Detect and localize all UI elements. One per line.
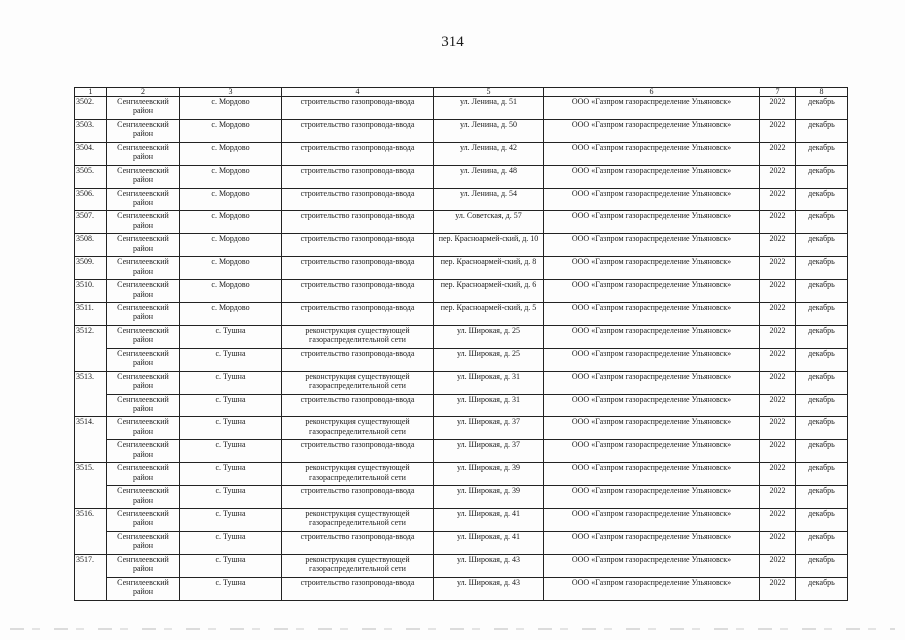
cell-locality: с. Тушна (180, 440, 282, 463)
table-row (75, 303, 848, 326)
cell-year: 2022 (760, 303, 796, 326)
cell-month: декабрь (796, 531, 848, 554)
table-row (75, 188, 848, 211)
table-row (75, 577, 848, 600)
cell-locality: с. Тушна (180, 371, 282, 394)
cell-work-type: строительство газопровода-ввода (282, 348, 434, 371)
cell-work-type: строительство газопровода-ввода (282, 211, 434, 234)
cell-month: декабрь (796, 142, 848, 165)
cell-address: ул. Широкая, д. 31 (434, 371, 544, 394)
cell-district: Сенгилеевский район (107, 97, 180, 120)
cell-year: 2022 (760, 211, 796, 234)
table-row (75, 165, 848, 188)
cell-month: декабрь (796, 554, 848, 577)
cell-district: Сенгилеевский район (107, 142, 180, 165)
cell-organization: ООО «Газпром газораспределение Ульяновск» (544, 463, 760, 486)
cell-number: 3503. (75, 119, 107, 142)
table-row (75, 97, 848, 120)
cell-work-type: реконструкция существующей газораспределительной сети (282, 554, 434, 577)
cell-work-type: строительство газопровода-ввода (282, 97, 434, 120)
cell-work-type: строительство газопровода-ввода (282, 188, 434, 211)
cell-work-type: строительство газопровода-ввода (282, 165, 434, 188)
cell-locality: с. Тушна (180, 486, 282, 509)
cell-number: 3517. (75, 554, 107, 600)
cell-organization: ООО «Газпром газораспределение Ульяновск» (544, 142, 760, 165)
cell-work-type: реконструкция существующей газораспределительной сети (282, 325, 434, 348)
cell-locality: с. Мордово (180, 257, 282, 280)
cell-organization: ООО «Газпром газораспределение Ульяновск» (544, 211, 760, 234)
table-body (75, 97, 848, 601)
cell-number: 3513. (75, 371, 107, 417)
cell-month: декабрь (796, 577, 848, 600)
cell-organization: ООО «Газпром газораспределение Ульяновск» (544, 417, 760, 440)
header-col-5: 5 (434, 88, 544, 97)
cell-locality: с. Тушна (180, 463, 282, 486)
cell-number: 3512. (75, 325, 107, 371)
cell-organization: ООО «Газпром газораспределение Ульяновск» (544, 325, 760, 348)
cell-year: 2022 (760, 463, 796, 486)
cell-address: пер. Красноармей-ский, д. 10 (434, 234, 544, 257)
header-col-4: 4 (282, 88, 434, 97)
cell-address: ул. Ленина, д. 42 (434, 142, 544, 165)
cell-work-type: строительство газопровода-ввода (282, 531, 434, 554)
table-row (75, 325, 848, 348)
cell-district: Сенгилеевский район (107, 303, 180, 326)
cell-year: 2022 (760, 371, 796, 394)
cell-district: Сенгилеевский район (107, 440, 180, 463)
cell-address: пер. Красноармей-ский, д. 5 (434, 303, 544, 326)
table-row (75, 531, 848, 554)
cell-locality: с. Мордово (180, 142, 282, 165)
table-row (75, 440, 848, 463)
cell-year: 2022 (760, 394, 796, 417)
scan-artifact-line (10, 628, 895, 630)
cell-district: Сенгилеевский район (107, 486, 180, 509)
cell-address: ул. Широкая, д. 37 (434, 440, 544, 463)
cell-number: 3509. (75, 257, 107, 280)
cell-year: 2022 (760, 280, 796, 303)
table-row (75, 234, 848, 257)
cell-month: декабрь (796, 188, 848, 211)
cell-district: Сенгилеевский район (107, 463, 180, 486)
cell-year: 2022 (760, 119, 796, 142)
cell-district: Сенгилеевский район (107, 394, 180, 417)
table-row (75, 463, 848, 486)
cell-locality: с. Тушна (180, 554, 282, 577)
cell-month: декабрь (796, 348, 848, 371)
cell-month: декабрь (796, 325, 848, 348)
cell-month: декабрь (796, 119, 848, 142)
cell-month: декабрь (796, 463, 848, 486)
cell-address: ул. Ленина, д. 48 (434, 165, 544, 188)
cell-district: Сенгилеевский район (107, 577, 180, 600)
cell-month: декабрь (796, 165, 848, 188)
cell-year: 2022 (760, 486, 796, 509)
cell-district: Сенгилеевский район (107, 211, 180, 234)
cell-organization: ООО «Газпром газораспределение Ульяновск» (544, 531, 760, 554)
cell-work-type: строительство газопровода-ввода (282, 257, 434, 280)
cell-organization: ООО «Газпром газораспределение Ульяновск» (544, 303, 760, 326)
cell-number: 3506. (75, 188, 107, 211)
cell-locality: с. Мордово (180, 211, 282, 234)
table-row (75, 142, 848, 165)
cell-locality: с. Мордово (180, 303, 282, 326)
cell-address: ул. Широкая, д. 43 (434, 554, 544, 577)
cell-work-type: реконструкция существующей газораспределительной сети (282, 417, 434, 440)
header-col-3: 3 (180, 88, 282, 97)
cell-number: 3505. (75, 165, 107, 188)
table-row (75, 486, 848, 509)
cell-year: 2022 (760, 257, 796, 280)
cell-year: 2022 (760, 554, 796, 577)
cell-address: ул. Широкая, д. 31 (434, 394, 544, 417)
cell-locality: с. Тушна (180, 577, 282, 600)
cell-number: 3508. (75, 234, 107, 257)
cell-address: ул. Советская, д. 57 (434, 211, 544, 234)
cell-district: Сенгилеевский район (107, 234, 180, 257)
cell-district: Сенгилеевский район (107, 554, 180, 577)
cell-address: ул. Широкая, д. 37 (434, 417, 544, 440)
cell-organization: ООО «Газпром газораспределение Ульяновск» (544, 394, 760, 417)
cell-address: ул. Широкая, д. 39 (434, 463, 544, 486)
cell-organization: ООО «Газпром газораспределение Ульяновск» (544, 188, 760, 211)
cell-district: Сенгилеевский район (107, 371, 180, 394)
cell-year: 2022 (760, 325, 796, 348)
cell-organization: ООО «Газпром газораспределение Ульяновск» (544, 554, 760, 577)
cell-month: декабрь (796, 509, 848, 532)
cell-year: 2022 (760, 577, 796, 600)
cell-district: Сенгилеевский район (107, 325, 180, 348)
cell-number: 3504. (75, 142, 107, 165)
cell-organization: ООО «Газпром газораспределение Ульяновск» (544, 486, 760, 509)
table-row (75, 348, 848, 371)
cell-year: 2022 (760, 97, 796, 120)
cell-month: декабрь (796, 211, 848, 234)
cell-work-type: строительство газопровода-ввода (282, 394, 434, 417)
cell-number: 3515. (75, 463, 107, 509)
cell-organization: ООО «Газпром газораспределение Ульяновск» (544, 577, 760, 600)
cell-district: Сенгилеевский район (107, 417, 180, 440)
table-row (75, 509, 848, 532)
cell-locality: с. Тушна (180, 531, 282, 554)
cell-district: Сенгилеевский район (107, 165, 180, 188)
cell-address: пер. Красноармей-ский, д. 8 (434, 257, 544, 280)
cell-organization: ООО «Газпром газораспределение Ульяновск» (544, 234, 760, 257)
cell-organization: ООО «Газпром газораспределение Ульяновск» (544, 371, 760, 394)
cell-year: 2022 (760, 165, 796, 188)
cell-work-type: реконструкция существующей газораспределительной сети (282, 509, 434, 532)
cell-work-type: строительство газопровода-ввода (282, 119, 434, 142)
cell-district: Сенгилеевский район (107, 188, 180, 211)
table-row (75, 394, 848, 417)
table-row (75, 119, 848, 142)
cell-address: ул. Широкая, д. 41 (434, 509, 544, 532)
cell-locality: с. Тушна (180, 509, 282, 532)
header-col-2: 2 (107, 88, 180, 97)
cell-locality: с. Тушна (180, 394, 282, 417)
cell-locality: с. Тушна (180, 325, 282, 348)
cell-locality: с. Тушна (180, 417, 282, 440)
cell-work-type: строительство газопровода-ввода (282, 303, 434, 326)
cell-year: 2022 (760, 531, 796, 554)
cell-address: ул. Широкая, д. 41 (434, 531, 544, 554)
cell-address: ул. Широкая, д. 43 (434, 577, 544, 600)
cell-work-type: строительство газопровода-ввода (282, 280, 434, 303)
table-row (75, 554, 848, 577)
cell-organization: ООО «Газпром газораспределение Ульяновск» (544, 509, 760, 532)
header-col-8: 8 (796, 88, 848, 97)
cell-month: декабрь (796, 280, 848, 303)
header-row (75, 88, 848, 97)
cell-month: декабрь (796, 394, 848, 417)
cell-number: 3510. (75, 280, 107, 303)
table-row (75, 257, 848, 280)
cell-address: ул. Ленина, д. 51 (434, 97, 544, 120)
cell-work-type: строительство газопровода-ввода (282, 234, 434, 257)
cell-year: 2022 (760, 440, 796, 463)
cell-organization: ООО «Газпром газораспределение Ульяновск» (544, 97, 760, 120)
table-row (75, 211, 848, 234)
cell-locality: с. Мордово (180, 234, 282, 257)
header-col-1: 1 (75, 88, 107, 97)
cell-organization: ООО «Газпром газораспределение Ульяновск» (544, 280, 760, 303)
cell-locality: с. Мордово (180, 97, 282, 120)
cell-address: ул. Ленина, д. 54 (434, 188, 544, 211)
table-row (75, 371, 848, 394)
cell-locality: с. Мордово (180, 119, 282, 142)
cell-year: 2022 (760, 509, 796, 532)
cell-work-type: реконструкция существующей газораспределительной сети (282, 371, 434, 394)
cell-locality: с. Мордово (180, 165, 282, 188)
table-row (75, 280, 848, 303)
cell-address: ул. Ленина, д. 50 (434, 119, 544, 142)
cell-month: декабрь (796, 97, 848, 120)
cell-number: 3502. (75, 97, 107, 120)
table-header (75, 88, 848, 97)
cell-number: 3507. (75, 211, 107, 234)
cell-organization: ООО «Газпром газораспределение Ульяновск» (544, 165, 760, 188)
page-number: 314 (441, 34, 464, 50)
cell-work-type: строительство газопровода-ввода (282, 577, 434, 600)
cell-district: Сенгилеевский район (107, 509, 180, 532)
cell-district: Сенгилеевский район (107, 531, 180, 554)
cell-address: ул. Широкая, д. 39 (434, 486, 544, 509)
cell-number: 3516. (75, 509, 107, 555)
cell-month: декабрь (796, 371, 848, 394)
header-col-6: 6 (544, 88, 760, 97)
cell-month: декабрь (796, 234, 848, 257)
cell-number: 3511. (75, 303, 107, 326)
cell-district: Сенгилеевский район (107, 119, 180, 142)
cell-address: ул. Широкая, д. 25 (434, 348, 544, 371)
cell-organization: ООО «Газпром газораспределение Ульяновск» (544, 440, 760, 463)
cell-district: Сенгилеевский район (107, 348, 180, 371)
cell-month: декабрь (796, 257, 848, 280)
gasification-table (74, 87, 848, 601)
cell-locality: с. Мордово (180, 280, 282, 303)
cell-year: 2022 (760, 417, 796, 440)
cell-year: 2022 (760, 234, 796, 257)
header-col-7: 7 (760, 88, 796, 97)
cell-address: пер. Красноармей-ский, д. 6 (434, 280, 544, 303)
cell-month: декабрь (796, 417, 848, 440)
cell-work-type: строительство газопровода-ввода (282, 440, 434, 463)
cell-organization: ООО «Газпром газораспределение Ульяновск» (544, 257, 760, 280)
cell-organization: ООО «Газпром газораспределение Ульяновск» (544, 119, 760, 142)
cell-work-type: реконструкция существующей газораспределительной сети (282, 463, 434, 486)
cell-locality: с. Мордово (180, 188, 282, 211)
cell-district: Сенгилеевский район (107, 280, 180, 303)
cell-month: декабрь (796, 440, 848, 463)
cell-work-type: строительство газопровода-ввода (282, 486, 434, 509)
table-row (75, 417, 848, 440)
cell-month: декабрь (796, 486, 848, 509)
cell-year: 2022 (760, 348, 796, 371)
cell-address: ул. Широкая, д. 25 (434, 325, 544, 348)
cell-locality: с. Тушна (180, 348, 282, 371)
cell-work-type: строительство газопровода-ввода (282, 142, 434, 165)
cell-district: Сенгилеевский район (107, 257, 180, 280)
cell-year: 2022 (760, 142, 796, 165)
cell-year: 2022 (760, 188, 796, 211)
cell-number: 3514. (75, 417, 107, 463)
cell-organization: ООО «Газпром газораспределение Ульяновск» (544, 348, 760, 371)
cell-month: декабрь (796, 303, 848, 326)
